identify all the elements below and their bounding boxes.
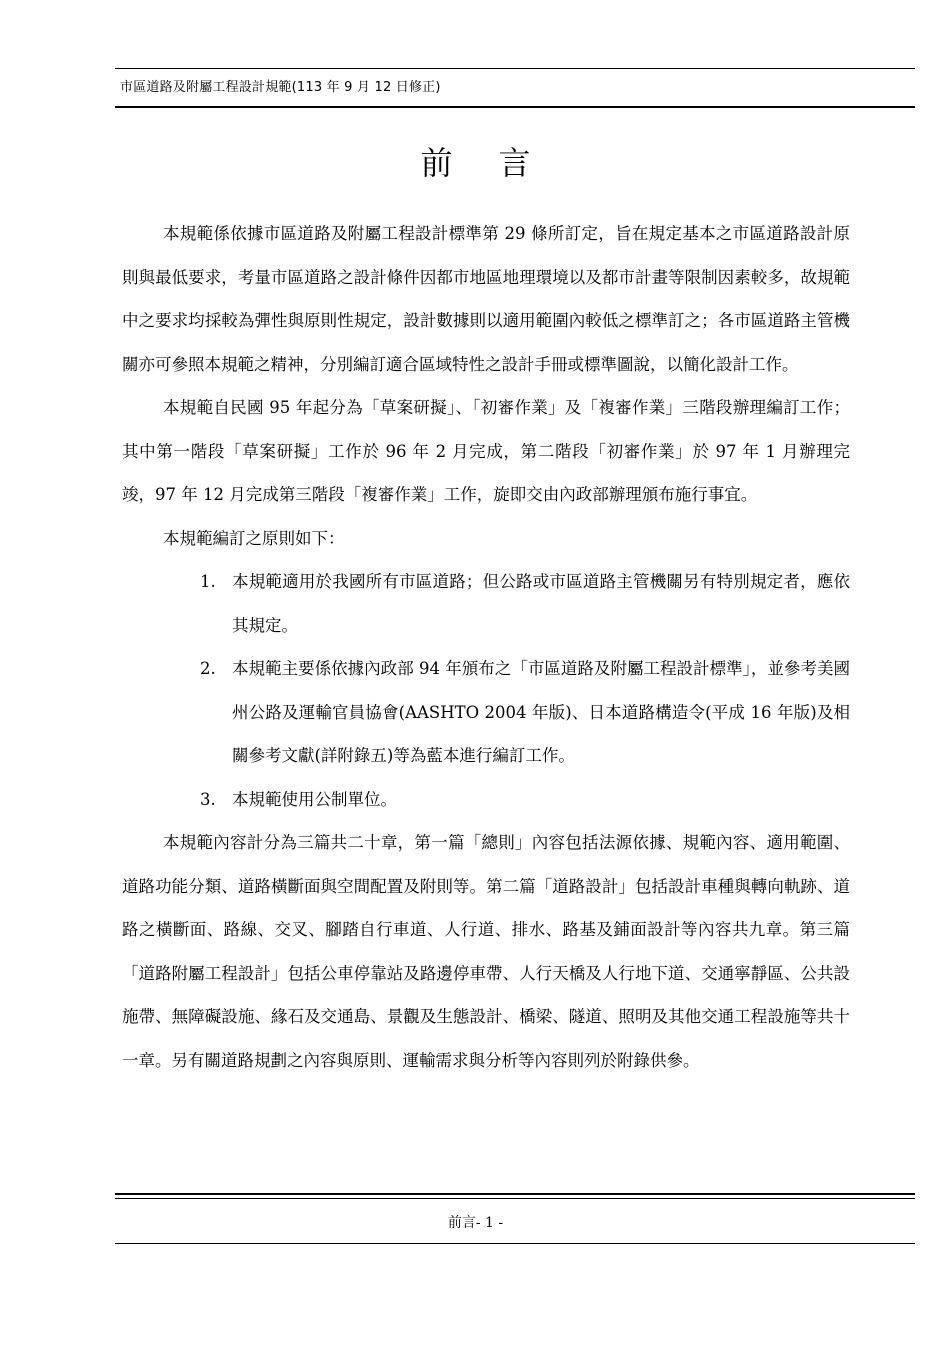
footer-rule-top xyxy=(115,1193,915,1195)
list-item-number: 2. xyxy=(200,659,216,678)
principles-list xyxy=(122,560,850,821)
list-item xyxy=(122,778,850,822)
header-rule-top xyxy=(115,68,915,69)
footer-rule-top-thin xyxy=(115,1198,915,1199)
page-title: 前言 xyxy=(420,144,577,182)
paragraph-history: 本規範自民國 95 年起分為「草案研擬」、「初審作業」及「複審作業」三階段辦理編訂工作；其中第一階段「草案研擬」工作於 96 年 2 月完成，第二階段「初審作業」於 97 年 1 月辦理完竣，97 年 12 月完成第三階段「複審作業」工作，旋即交由內政部辦理頒布施行事宜。 xyxy=(122,398,850,504)
list-item-text: 本規範主要係依據內政部 94 年頒布之「市區道路及附屬工程設計標準」，並參考美國州公路及運輸官員協會(AASHTO 2004 年版)、日本道路構造令(平成 16 年版)及相關參考文獻(詳附錄五)等為藍本進行編訂工作。 xyxy=(232,659,850,765)
running-header: 市區道路及附屬工程設計規範(113 年 9 月 12 日修正) xyxy=(120,80,441,95)
list-item xyxy=(122,647,850,778)
body-text xyxy=(122,212,850,1082)
list-item-number: 3. xyxy=(200,789,216,809)
footer-rule-bottom xyxy=(115,1243,915,1244)
page-number: 前言- 1 - xyxy=(447,1215,504,1231)
list-item-number: 1. xyxy=(200,572,216,591)
list-item xyxy=(122,560,850,647)
paragraph-contents: 本規範內容計分為三篇共二十章，第一篇「總則」內容包括法源依據、規範內容、適用範圍、道路功能分類、道路橫斷面與空間配置及附則等。第二篇「道路設計」包括設計車種與轉向軌跡、道路之橫斷面、路線、交叉、腳踏自行車道、人行道、排水、路基及鋪面設計等內容共九章。第三篇「道路附屬工程設計」包括公車停靠站及路邊停車帶、人行天橋及人行地下道、交通寧靜區、公共設施帶、無障礙設施、緣石及交通島、景觀及生態設計、橋梁、隧道、照明及其他交通工程設施等共十一章。另有關道路規劃之內容與原則、運輸需求與分析等內容則列於附錄供參。 xyxy=(122,833,850,1070)
paragraph-purpose: 本規範係依據市區道路及附屬工程設計標準第 29 條所訂定，旨在規定基本之市區道路設計原則與最低要求，考量市區道路之設計條件因都市地區地理環境以及都市計畫等限制因素較多，故規範中之要求均採較為彈性與原則性規定，設計數據則以適用範圍內較低之標準訂之；各市區道路主管機關亦可參照本規範之精神，分別編訂適合區域特性之設計手冊或標準圖說，以簡化設計工作。 xyxy=(122,224,850,374)
paragraph-principles-intro: 本規範編訂之原則如下： xyxy=(163,528,345,548)
list-item-text: 本規範適用於我國所有市區道路；但公路或市區道路主管機關另有特別規定者，應依其規定。 xyxy=(232,572,850,635)
header-rule-bottom xyxy=(115,106,915,108)
list-item-text: 本規範使用公制單位。 xyxy=(232,789,397,809)
